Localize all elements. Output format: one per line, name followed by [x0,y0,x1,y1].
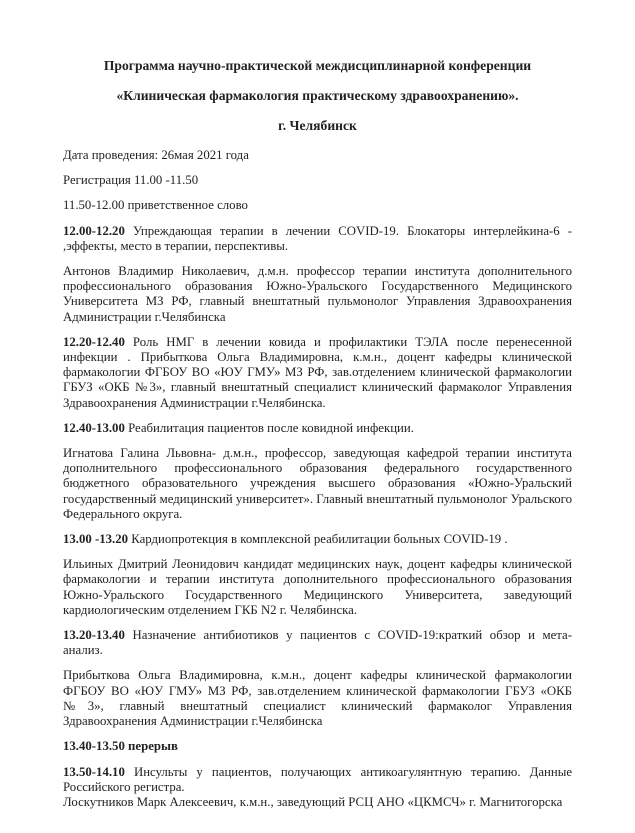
speaker-paragraph [63,446,572,522]
program-entry [63,765,572,811]
program-entry [63,628,572,658]
entry-time: 13.20-13.40 [63,628,125,643]
program-entry [63,224,572,254]
speaker-paragraph [63,557,572,618]
entry-time: 12.00-12.20 [63,223,125,238]
speaker-text: Прибыткова Ольга Владимировна, к.м.н., доцент кафедры клинической фармакологии ФГБОУ ВО «ЮУ ГМУ» МЗ РФ, зав.отделением клинической фармакологии ГБУЗ «ОКБ №3», главный внештатный специалист клинический фармаколог Управления Здравоохранения Администрации г.Челябинска [63,668,572,729]
entry-text: Роль НМГ в лечении ковида и профилактики ТЭЛА после перенесенной инфекции . Прибыткова Ольга Владимировна, к.м.н., доцент кафедры клинической фармакологии ФГБОУ ВО «ЮУ ГМУ» МЗ РФ, зав.отделением клинической фармакологии ГБУЗ «ОКБ №3», главный внештатный специалист клинический фармаколог Управления Здравоохранения Администрации г.Челябинска. [63,334,573,410]
speaker-paragraph [63,668,572,729]
speaker-text: Антонов Владимир Николаевич, д.м.н. профессор терапии института дополнительного профессионального образования Южно-Уральского Государственного Медицинского Университета МЗ РФ, главный внештатный пульмонолог Управления Здравоохранения Администрации г.Челябинска [63,264,572,324]
document-title-line-2: «Клиническая фармакология практическому здравоохранению». [116,88,519,103]
entry-time: 12.20-12.40 [63,334,125,349]
entry-text: Упреждающая терапии в лечении COVID-19. Блокаторы интерлейкина-6 - ,эффекты, место в терапии, перспективы. [63,223,573,253]
document-title-line-1: Программа научно-практической междисциплинарной конференции [103,58,532,73]
entry-time: 12.40-13.00 [63,420,125,435]
entry-text: Инсульты у пациентов, получающих антикоагулянтную терапию. Данные Российского регистра. [63,764,573,794]
speaker-text: Лоскутников Марк Алексеевич, к.м.н., заведующий РСЦ АНО «ЦКМСЧ» г. Магнитогорска [63,794,563,809]
entry-time: 13.40-13.50 перерыв [63,739,178,754]
entry-time: 13.00 -13.20 [63,532,129,547]
break-entry [63,739,572,754]
entry-text: Реабилитация пациентов после ковидной инфекции. [128,420,414,435]
entry-text: Кардиопротекция в комплексной реабилитации больных COVID-19 . [131,532,508,547]
event-date-line: Дата проведения: 26мая 2021 года [63,148,249,162]
program-entry [63,421,572,436]
speaker-text: Игнатова Галина Львовна- д.м.н., профессор, заведующая кафедрой терапии института дополнительного профессионального образования федерального государственного бюджетного образовательного учреждения высшего образования «Южно-Уральский государственный медицинский университет». Главный внештатный пульмонолог Уральского Федерального округа. [63,446,572,521]
registration-time-line: Регистрация 11.00 -11.50 [63,173,199,188]
program-entry [63,532,572,547]
program-entry [63,335,572,411]
document-title-line-3: г. Челябинск [278,118,357,133]
speaker-paragraph [63,264,572,325]
welcome-word-line: 11.50-12.00 приветственное слово [63,198,248,213]
entry-text: Назначение антибиотиков у пациентов с COVID-19:краткий обзор и мета-анализ. [63,628,572,658]
speaker-text: Ильиных Дмитрий Леонидович кандидат медицинских наук, доцент кафедры клинической фармакологии и терапии института дополнительного профессионального образования Южно-Уральского Государственного Медицинского Университета, заведующий кардиологическим отделением ГКБ N2 г. Челябинска. [63,557,572,617]
entry-time: 13.50-14.10 [63,764,125,779]
